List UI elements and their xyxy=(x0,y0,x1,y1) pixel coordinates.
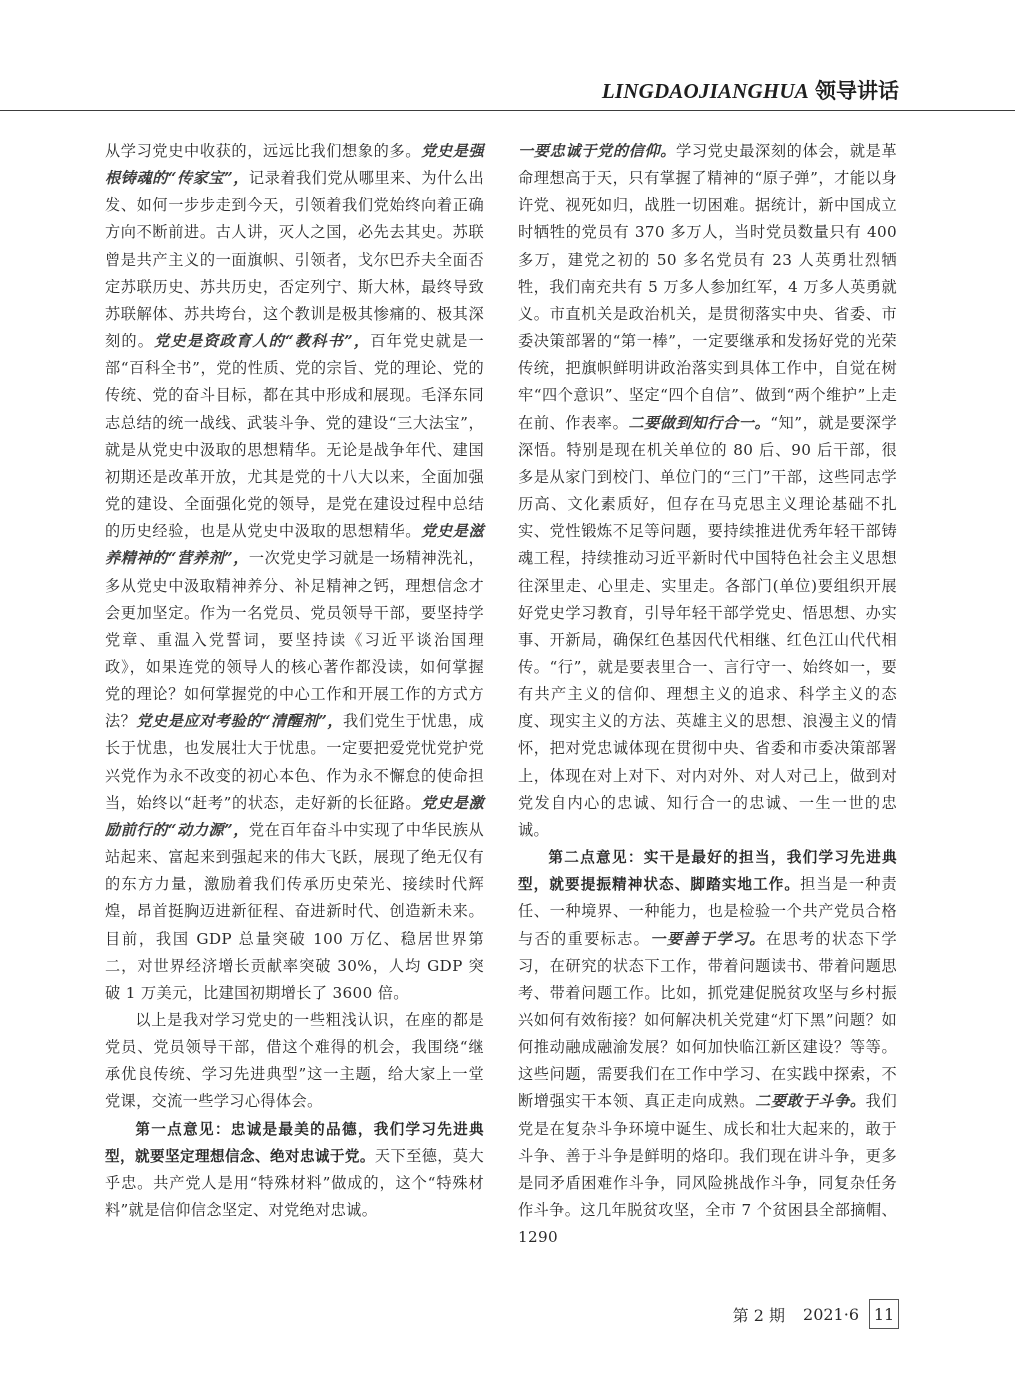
section-pinyin: LINGDAOJIANGHUA xyxy=(601,79,809,103)
section-heading-2: 第二点意见：实干是最好的担当，我们学习先进典型，就要提振精神状态、脚踏实地工作。 xyxy=(518,849,897,894)
body-text: “知”，就是要深学深悟。特别是现在机关单位的 80 后、90 后干部，很多是从家门到校门、单位门的“三门”干部，这些同志学历高、文化素质好，但存在马克思主义理论基础不扎实、党性锻炼不足等问题，要持续推进优秀年轻干部铸魂工程，持续推动习近平新时代中国特色社会主义思想往深里走、心里走、实里走。各部门(单位)要组织开展好党史学习教育，引导年轻干部学党史、悟思想、办实事、开新局，确保红色基因代代相继、红色江山代代相传。“行”，就是要表里合一、言行守一、始终如一，要有共产主义的信仰、理想主义的追求、科学主义的态度、现实主义的方法、英雄主义的思想、浪漫主义的情怀，把对党忠诚体现在贯彻中央、省委和市委决策部署上，体现在对上对下、对内对外、对人对己上，做到对党发自内心的忠诚、知行合一的忠诚、一生一世的忠诚。 xyxy=(518,413,897,839)
body-text: 在思考的状态下学习，在研究的状态下工作，带着问题读书、带着问题思考、带着问题工作。比如，抓党建促脱贫攻坚与乡村振兴如何有效衔接？如何解决机关党建“灯下黑”问题？如何推动融成融渝发展？如何加快临江新区建设？等等。这些问题，需要我们在工作中学习、在实践中探索，不断增强实干本领、真正走向成熟。 xyxy=(518,929,897,1111)
body-text: 从学习党史中收获的，远远比我们想象的多。 xyxy=(105,142,422,160)
issue-number: 第 2 期 xyxy=(732,1305,786,1325)
paragraph: 以上是我对学习党史的一些粗浅认识，在座的都是党员、党员领导干部，借这个难得的机会，我围绕“继承优良传统、学习先进典型”这一主题，给大家上一堂党课，交流一些学习心得体会。 xyxy=(105,1011,484,1111)
emphasis-text: 一要忠诚于党的信仰。 xyxy=(518,142,677,160)
right-column xyxy=(518,138,897,1251)
paragraph xyxy=(105,1116,484,1225)
body-text: 记录着我们党从哪里来、为什么出发、如何一步步走到今天，引领着我们党始终向着正确方向不断前进。古人讲，灭人之国，必先去其史。苏联曾是共产主义的一面旗帜、引领者，戈尔巴乔夫全面否定苏联历史、苏共历史，否定列宁、斯大林，最终导致苏联解体、苏共垮台，这个教训是极其惨痛的、极其深刻的。 xyxy=(105,169,484,351)
body-text: 百年党史就是一部“百科全书”，党的性质、党的宗旨、党的理论、党的传统、党的奋斗目标，都在其中形成和展现。毛泽东同志总结的统一战线、武装斗争、党的建设“三大法宝”，就是从党史中汲取的思想精华。无论是战争年代、建国初期还是改革开放，尤其是党的十八大以来，全面加强党的建设、全面强化党的领导，是党在建设过程中总结的历史经验，也是从党史中汲取的思想精华。 xyxy=(105,332,484,541)
page-footer xyxy=(733,1298,899,1330)
section-heading-1: 第一点意见：忠诚是最美的品德，我们学习先进典型，就要坚定理想信念、绝对忠诚于党。 xyxy=(105,1120,484,1165)
body-text: 学习党史最深刻的体会，就是革命理想高于天，只有掌握了精神的“原子弹”，才能以身许党、视死如归，战胜一切困难。据统计，新中国成立时牺牲的党员有 370 多万人，当时党员数量只有 400 多万，建党之初的 50 多名党员有 23 人英勇壮烈牺牲，我们南充共有 5 万多人参加红军，4 万多人英勇就义。市直机关是政治机关，是贯彻落实中央、省委、市委决策部署的“第一棒”，一定要继承和发扬好党的光荣传统，把旗帜鲜明讲政治落实到具体工作中，自觉在树牢“四个意识”、坚定“四个自信”、做到“两个维护”上走在前、作表率。 xyxy=(518,142,898,432)
body-text: 我们党生于忧患，成长于忧患，也发展壮大于忧患。一定要把爱党忧党护党兴党作为永不改变的初心本色、作为永不懈怠的使命担当，始终以“赶考”的状态，走好新的长征路。 xyxy=(105,712,485,812)
body-text: 我们党是在复杂斗争环境中诞生、成长和壮大起来的，敢于斗争、善于斗争是鲜明的烙印。我们现在讲斗争，更多是同矛盾困难作斗争，同风险挑战作斗争，同复杂任务作斗争。这几年脱贫攻坚，全市 7 个贫困县全部摘帽、1290 xyxy=(518,1092,898,1247)
emphasis-text: 二要敢于斗争。 xyxy=(755,1092,866,1111)
body-text: 担当是一种责任、一种境界、一种能力，也是检验一个共产党员合格与否的重要标志。 xyxy=(518,875,897,948)
paragraph xyxy=(518,138,897,844)
running-header xyxy=(0,0,1015,112)
left-column xyxy=(105,138,484,1224)
paragraph xyxy=(518,844,897,1251)
emphasis-text: 党史是强根铸魂的“传家宝”， xyxy=(105,142,485,188)
header-divider xyxy=(0,110,1015,111)
journal-section-title xyxy=(602,78,899,104)
emphasis-text: 一要善于学习。 xyxy=(650,929,766,948)
body-text: 党在百年奋斗中实现了中华民族从站起来、富起来到强起来的伟大飞跃，展现了绝无仅有的东方力量，激励着我们传承历史荣光、接续时代辉煌，昂首挺胸迈进新征程、奋进新时代、创造新未来。目前，我国 GDP 总量突破 100 万亿、稳居世界第二，对世界经济增长贡献率突破 30%，人均 GDP 突破 1 万美元，比建国初期增长了 3600 倍。 xyxy=(105,820,484,1002)
body-text: 天下至德，莫大乎忠。共产党人是用“特殊材料”做成的，这个“特殊材料”就是信仰信念坚定、对党绝对忠诚。 xyxy=(105,1146,484,1220)
emphasis-text: 党史是资政育人的“教科书”， xyxy=(154,332,371,351)
emphasis-text: 党史是激励前行的“动力源”， xyxy=(105,793,484,839)
issue-date: 2021·6 xyxy=(803,1304,859,1324)
body-text: 一次党史学习就是一场精神洗礼，多从党史中汲取精神养分、补足精神之钙，理想信念才会更加坚定。作为一名党员、党员领导干部，要坚持学党章、重温入党誓词，要坚持读《习近平谈治国理政》，如果连党的领导人的核心著作都没读，如何掌握党的理论？如何掌握党的中心工作和开展工作的方式方法？ xyxy=(105,549,484,731)
section-chinese-title: 领导讲话 xyxy=(815,79,899,103)
emphasis-text: 二要做到知行合一。 xyxy=(628,413,771,432)
emphasis-text: 党史是应对考验的“清醒剂”， xyxy=(136,712,344,731)
page-number: 11 xyxy=(869,1299,899,1329)
emphasis-text: 党史是滋养精神的“营养剂”， xyxy=(105,522,485,568)
paragraph xyxy=(105,138,484,1007)
